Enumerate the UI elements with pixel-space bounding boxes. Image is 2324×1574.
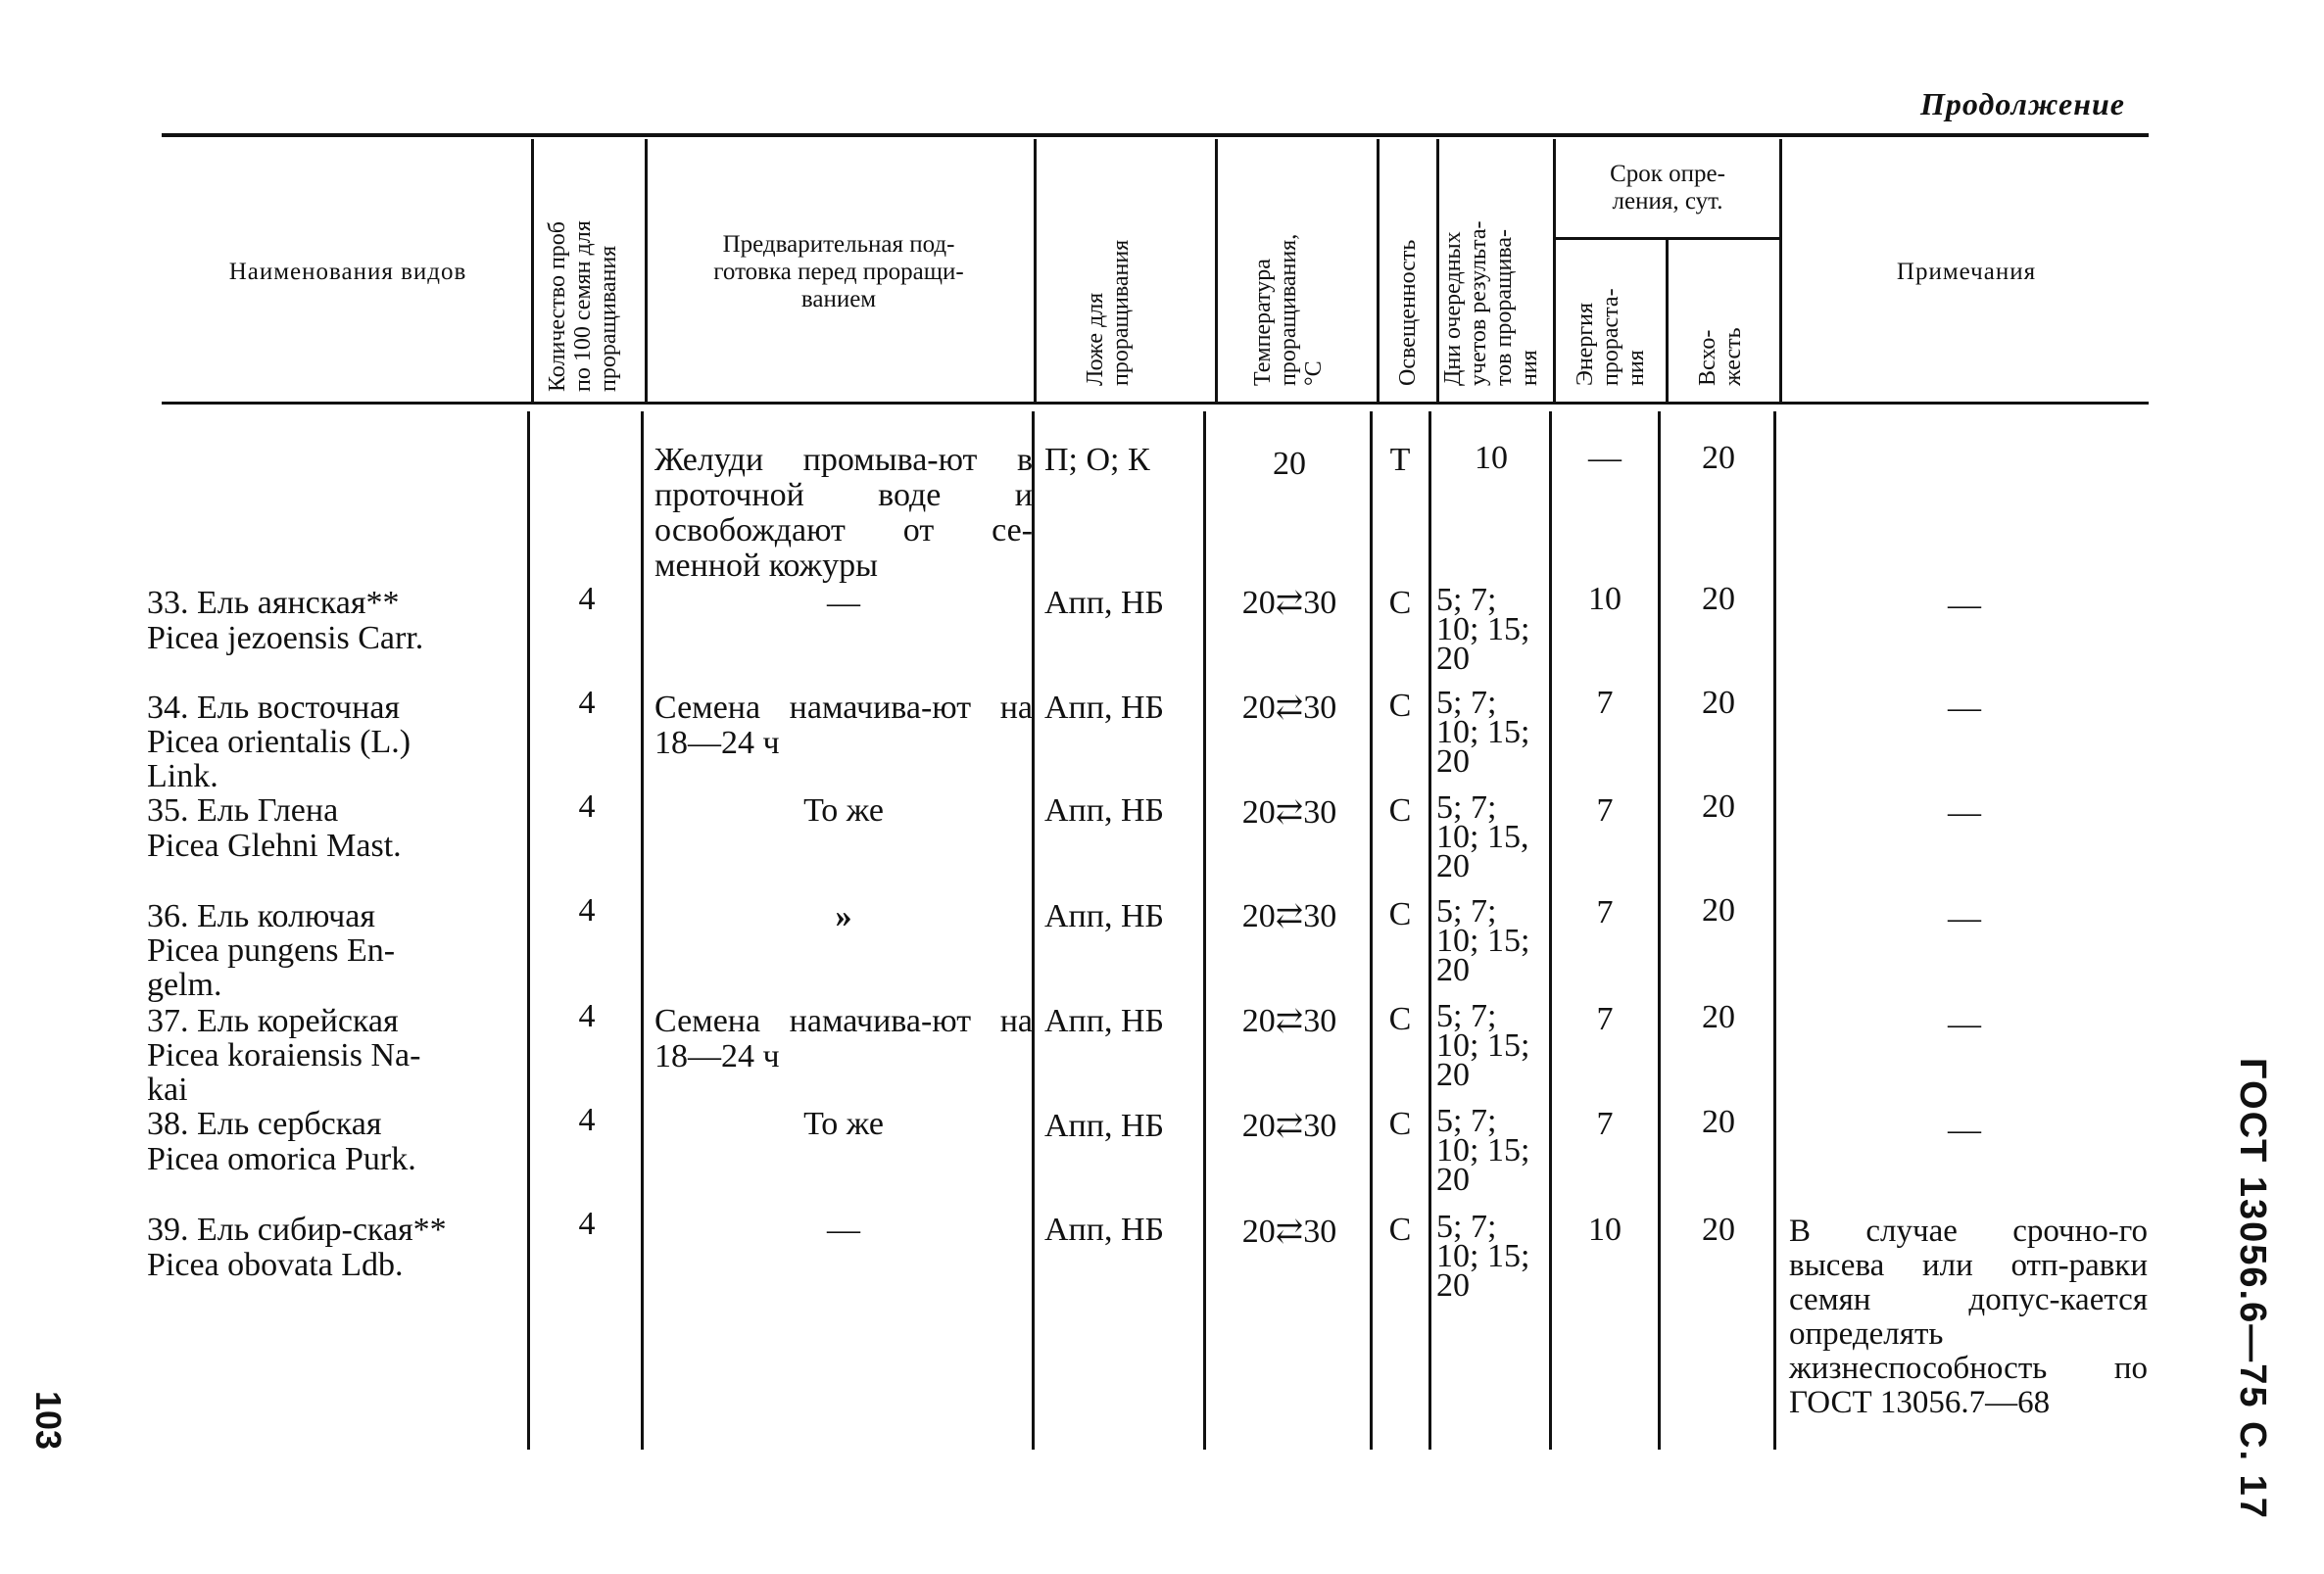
table-row-2-germ: 20	[1702, 685, 1735, 721]
header-energy: Энергия прораста- ния	[1573, 288, 1649, 386]
table-row-0-light: Т	[1389, 442, 1411, 478]
header-samples: Количество проб по 100 семян для проращивания	[545, 220, 621, 392]
table-row-6-prep: То же	[803, 1106, 884, 1142]
table-row-5-note: —	[1948, 1006, 1981, 1042]
table-row-0-bed: П; О; К	[1044, 442, 1150, 478]
table-row-6-energy: 7	[1596, 1106, 1614, 1142]
table-row-7-prep: —	[827, 1212, 860, 1248]
col-divider	[641, 411, 644, 1450]
table-row-1-samples: 4	[578, 581, 596, 617]
table-row-5-bed: Апп, НБ	[1044, 1003, 1165, 1039]
col-divider	[1779, 139, 1782, 402]
header-days: Дни очередных учетов результа- тов проращива- ния	[1440, 220, 1542, 386]
table-row-7-germ: 20	[1702, 1212, 1735, 1248]
table-row-3-name: 35. Ель Глена Picea Glehni Mast.	[147, 792, 402, 864]
page-number: 103	[28, 1391, 69, 1451]
table-row-1-note: —	[1948, 587, 1981, 623]
table-row-6-germ: 20	[1702, 1104, 1735, 1140]
col-divider	[1370, 411, 1373, 1450]
header-germ: Всхо- жесть	[1695, 327, 1746, 386]
table-row-3-energy: 7	[1596, 792, 1614, 829]
table-row-5-energy: 7	[1596, 1001, 1614, 1037]
col-divider	[1034, 139, 1037, 402]
table-row-2-bed: Апп, НБ	[1044, 690, 1165, 726]
header-bottom-rule	[162, 402, 2149, 405]
table-row-1-days: 5; 7; 10; 15; 20	[1436, 582, 1530, 677]
table-row-1-bed: Апп, НБ	[1044, 585, 1165, 621]
table-row-7-days: 5; 7; 10; 15; 20	[1436, 1209, 1530, 1304]
table-row-5-light: С	[1388, 1001, 1412, 1037]
table-row-6-days: 5; 7; 10; 15; 20	[1436, 1103, 1530, 1198]
table-row-5-prep: Семена намачива-ют на 18—24 ч	[654, 1003, 1033, 1074]
table-row-3-prep: То же	[803, 792, 884, 829]
table-row-4-energy: 7	[1596, 894, 1614, 930]
table-row-1-germ: 20	[1702, 581, 1735, 617]
table-row-5-germ: 20	[1702, 999, 1735, 1035]
table-row-7-temp: 20⇄30	[1241, 1214, 1337, 1250]
table-row-7-note: В случае срочно-го высева или отп-равки семян допус-кается определять жизнеспособность по ГОСТ 13056.7—68	[1789, 1214, 2148, 1420]
table-row-3-bed: Апп, НБ	[1044, 792, 1165, 829]
table-row-4-note: —	[1948, 900, 1981, 936]
table-row-7-name: 39. Ель сибир-ская** Picea obovata Ldb.	[147, 1212, 447, 1283]
table-row-3-light: С	[1388, 792, 1412, 829]
table-row-1-energy: 10	[1588, 581, 1622, 617]
table-row-7-energy: 10	[1588, 1212, 1622, 1248]
col-divider	[1203, 411, 1206, 1450]
table-row-2-note: —	[1948, 690, 1981, 726]
table-row-7-samples: 4	[578, 1206, 596, 1242]
table-row-0-energy: —	[1588, 440, 1622, 476]
table-row-4-name: 36. Ель колючая Picea pungens En- gelm.	[147, 898, 396, 1003]
table-row-1-temp: 20⇄30	[1241, 585, 1337, 621]
table-row-0-days: 10	[1475, 440, 1508, 476]
table-row-4-bed: Апп, НБ	[1044, 898, 1165, 934]
table-row-5-samples: 4	[578, 998, 596, 1034]
table-row-1-name: 33. Ель аянская** Picea jezoensis Carr.	[147, 585, 424, 656]
table-row-3-note: —	[1948, 794, 1981, 831]
table-row-3-samples: 4	[578, 788, 596, 825]
table-row-3-days: 5; 7; 10; 15, 20	[1436, 789, 1529, 884]
table-row-4-days: 5; 7; 10; 15; 20	[1436, 893, 1530, 988]
table-row-5-temp: 20⇄30	[1241, 1003, 1337, 1039]
table-row-4-temp: 20⇄30	[1241, 898, 1337, 934]
table-row-4-light: С	[1388, 896, 1412, 932]
col-divider	[1666, 240, 1669, 402]
table-row-7-bed: Апп, НБ	[1044, 1212, 1165, 1248]
table-row-2-name: 34. Ель восточная Picea orientalis (L.) Link.	[147, 690, 412, 794]
col-divider	[1773, 411, 1776, 1450]
table-row-0-prep: Желуди промыва-ют в проточной воде и освобождают от се-менной кожуры	[654, 442, 1033, 584]
continuation-label: Продолжение	[1920, 86, 2125, 121]
table-row-5-name: 37. Ель корейская Picea koraiensis Na- kai	[147, 1003, 421, 1108]
table-row-2-prep: Семена намачива-ют на 18—24 ч	[654, 690, 1033, 761]
header-prep: Предварительная под- готовка перед проращи- ванием	[713, 231, 964, 312]
table-row-2-energy: 7	[1596, 685, 1614, 721]
table-row-4-germ: 20	[1702, 892, 1735, 929]
table-row-2-light: С	[1388, 688, 1412, 724]
table-row-6-note: —	[1948, 1112, 1981, 1148]
table-row-7-light: С	[1388, 1212, 1412, 1248]
table-row-5-days: 5; 7; 10; 15; 20	[1436, 998, 1530, 1093]
col-divider	[1436, 139, 1439, 402]
table-row-6-bed: Апп, НБ	[1044, 1108, 1165, 1144]
table-row-2-days: 5; 7; 10; 15; 20	[1436, 685, 1530, 780]
header-light: Освещенность	[1395, 239, 1421, 386]
table-row-1-prep: —	[827, 585, 860, 621]
table-row-6-samples: 4	[578, 1102, 596, 1138]
table-row-6-name: 38. Ель сербская Picea omorica Purk.	[147, 1106, 416, 1177]
col-divider	[1428, 411, 1431, 1450]
table-row-2-samples: 4	[578, 685, 596, 721]
col-divider	[1377, 139, 1380, 402]
col-divider	[1553, 139, 1556, 402]
side-label: ГОСТ 13056.6—75 С. 17	[2232, 1058, 2273, 1520]
header-name: Наименования видов	[228, 259, 467, 285]
table-row-1-light: С	[1388, 585, 1412, 621]
table-row-3-temp: 20⇄30	[1241, 794, 1337, 831]
table-top-rule	[162, 133, 2149, 137]
table-row-4-prep: »	[835, 898, 852, 934]
col-divider	[1549, 411, 1552, 1450]
table-row-2-temp: 20⇄30	[1241, 690, 1337, 726]
col-divider	[531, 139, 534, 402]
table-row-6-temp: 20⇄30	[1241, 1108, 1337, 1144]
header-bed: Ложе для проращивания	[1083, 239, 1134, 386]
table-row-4-samples: 4	[578, 892, 596, 929]
table-row-6-light: С	[1388, 1106, 1412, 1142]
table-row-0-temp: 20	[1273, 446, 1306, 482]
col-divider	[645, 139, 648, 402]
table-row-0-germ: 20	[1702, 440, 1735, 476]
col-divider	[1658, 411, 1661, 1450]
col-divider	[1215, 139, 1218, 402]
header-term: Срок опре- ления, сут.	[1610, 161, 1725, 215]
header-notes: Примечания	[1896, 259, 2037, 285]
table-row-3-germ: 20	[1702, 788, 1735, 825]
header-temp: Температура проращивания, °С	[1250, 233, 1327, 386]
